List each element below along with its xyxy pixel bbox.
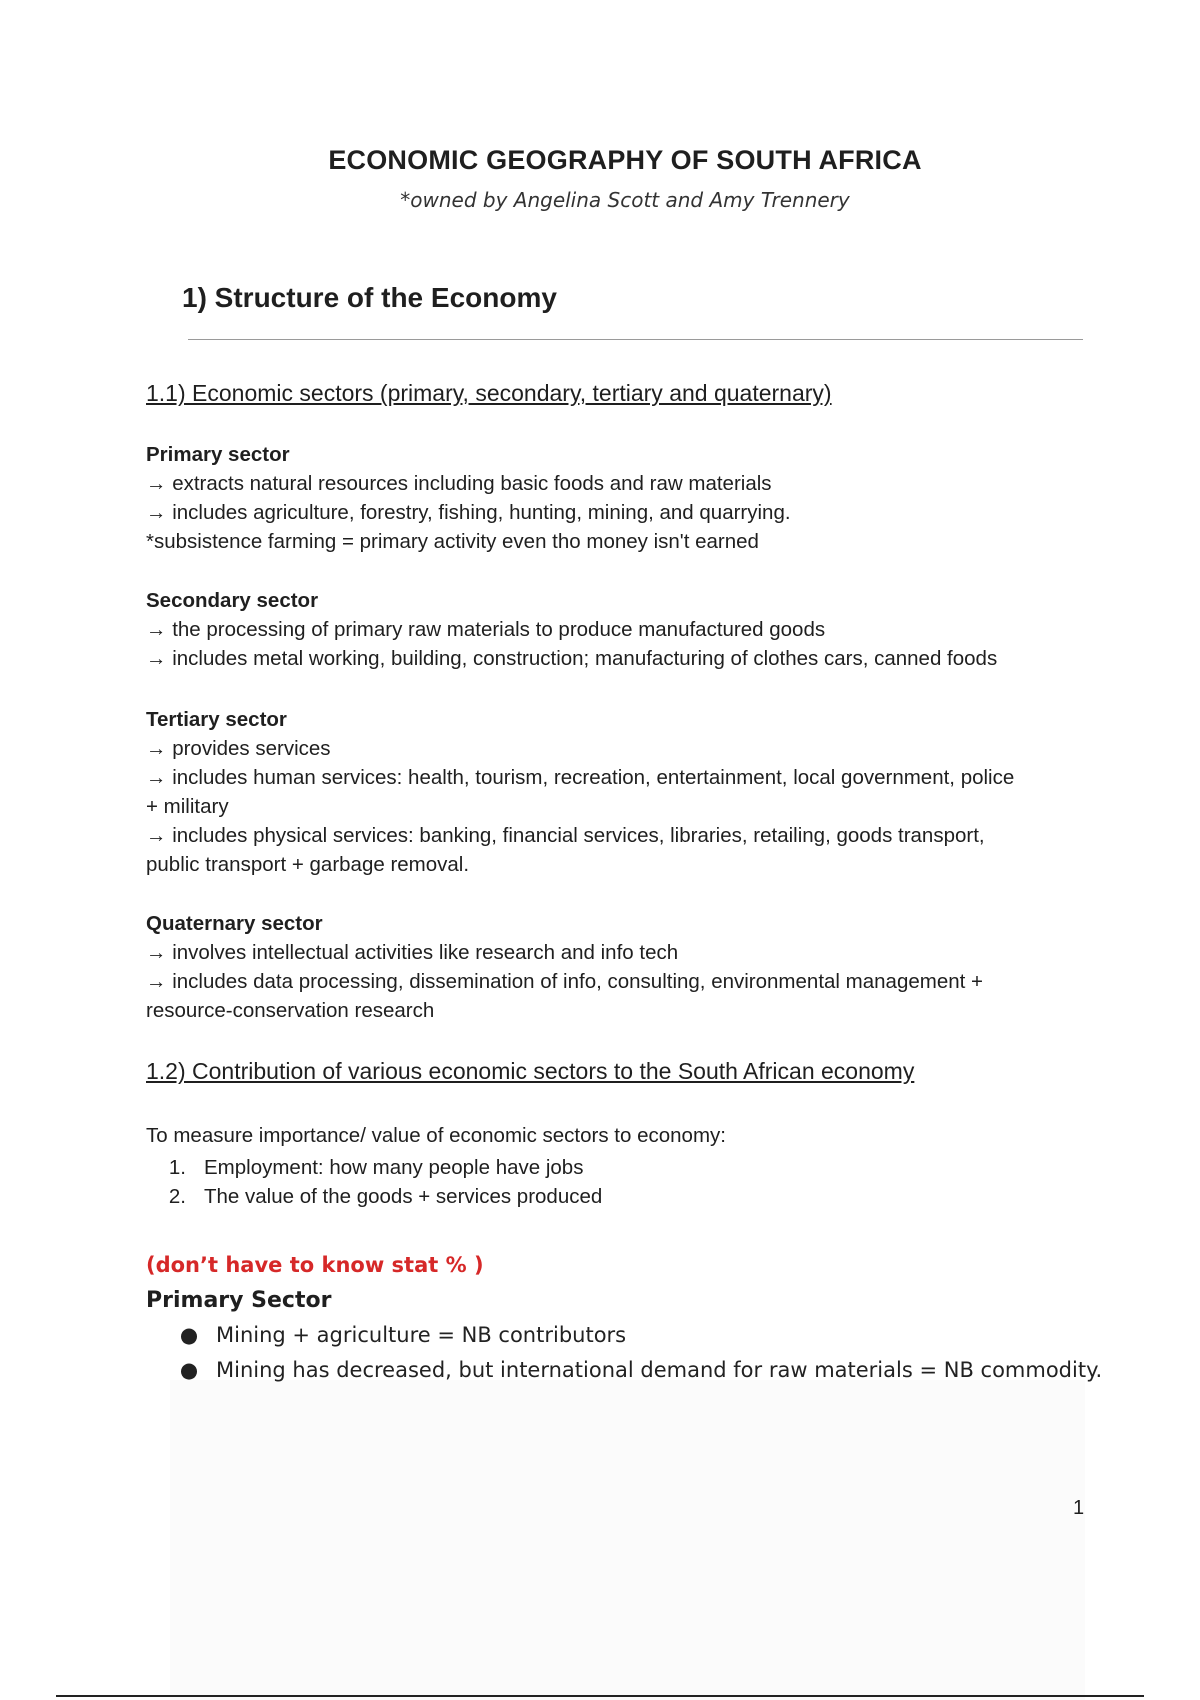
bullet-icon: ● bbox=[179, 1323, 199, 1347]
secondary-line: → the processing of primary raw materials to produce manufactured goods bbox=[146, 618, 826, 641]
tertiary-line: → includes physical services: banking, financial services, libraries, retailing, goods transport, bbox=[146, 824, 985, 847]
tertiary-line: public transport + garbage removal. bbox=[146, 853, 470, 876]
list-item bbox=[146, 1353, 1102, 1388]
quaternary-line: resource-conservation research bbox=[146, 999, 435, 1022]
tertiary-sector-block bbox=[146, 705, 1096, 879]
list-item bbox=[146, 1153, 602, 1182]
primary-sector-heading: Primary sector bbox=[146, 443, 290, 466]
primary-line: → extracts natural resources including basic foods and raw materials bbox=[146, 472, 772, 495]
subsection-heading-1-1: 1.1) Economic sectors (primary, secondary, tertiary and quaternary) bbox=[146, 380, 832, 406]
list-item bbox=[146, 1182, 602, 1211]
tertiary-line: + military bbox=[146, 795, 229, 818]
secondary-sector-block bbox=[146, 586, 1096, 673]
document-title: ECONOMIC GEOGRAPHY OF SOUTH AFRICA bbox=[328, 145, 922, 175]
primary-line: *subsistence farming = primary activity even tho money isn't earned bbox=[146, 530, 759, 553]
bullet-text: Mining + agriculture = NB contributors bbox=[216, 1323, 627, 1347]
tertiary-line: → includes human services: health, tourism, recreation, entertainment, local government, police bbox=[146, 766, 1015, 789]
secondary-line: → includes metal working, building, construction; manufacturing of clothes cars, canned foods bbox=[146, 647, 998, 670]
tertiary-line: → provides services bbox=[146, 737, 331, 760]
quaternary-line: → involves intellectual activities like research and info tech bbox=[146, 941, 679, 964]
primary-sector-block bbox=[146, 440, 1096, 556]
subsection-heading-1-2: 1.2) Contribution of various economic sectors to the South African economy bbox=[146, 1058, 915, 1084]
list-number: 1. bbox=[168, 1156, 186, 1179]
page-bottom-rule bbox=[56, 1695, 1144, 1697]
red-note: (don’t have to know stat % ) bbox=[146, 1253, 484, 1277]
primary-line: → includes agriculture, forestry, fishing, hunting, mining, and quarrying. bbox=[146, 501, 791, 524]
list-number: 2. bbox=[168, 1185, 186, 1208]
bullet-icon: ● bbox=[179, 1358, 199, 1382]
document-subtitle: *owned by Angelina Scott and Amy Trennery bbox=[400, 188, 850, 212]
page-number: 1 bbox=[1073, 1497, 1085, 1519]
list-text: The value of the goods + services produced bbox=[204, 1185, 603, 1208]
measure-list bbox=[146, 1153, 602, 1211]
list-item bbox=[146, 1318, 1102, 1353]
primary-sector-subheading: Primary Sector bbox=[146, 1288, 332, 1313]
horizontal-rule bbox=[188, 339, 1083, 340]
quaternary-sector-block bbox=[146, 909, 1096, 1025]
measure-intro: To measure importance/ value of economic sectors to economy: bbox=[146, 1124, 726, 1147]
bullet-text: Mining has decreased, but international demand for raw materials = NB commodity. bbox=[216, 1358, 1103, 1382]
secondary-sector-heading: Secondary sector bbox=[146, 589, 319, 612]
page-shading bbox=[170, 1380, 1085, 1700]
tertiary-sector-heading: Tertiary sector bbox=[146, 708, 287, 731]
quaternary-sector-heading: Quaternary sector bbox=[146, 912, 323, 935]
section-heading-structure: 1) Structure of the Economy bbox=[182, 282, 557, 313]
bullet-list bbox=[146, 1318, 1102, 1388]
quaternary-line: → includes data processing, dissemination of info, consulting, environmental management + bbox=[146, 970, 983, 993]
list-text: Employment: how many people have jobs bbox=[204, 1156, 584, 1179]
